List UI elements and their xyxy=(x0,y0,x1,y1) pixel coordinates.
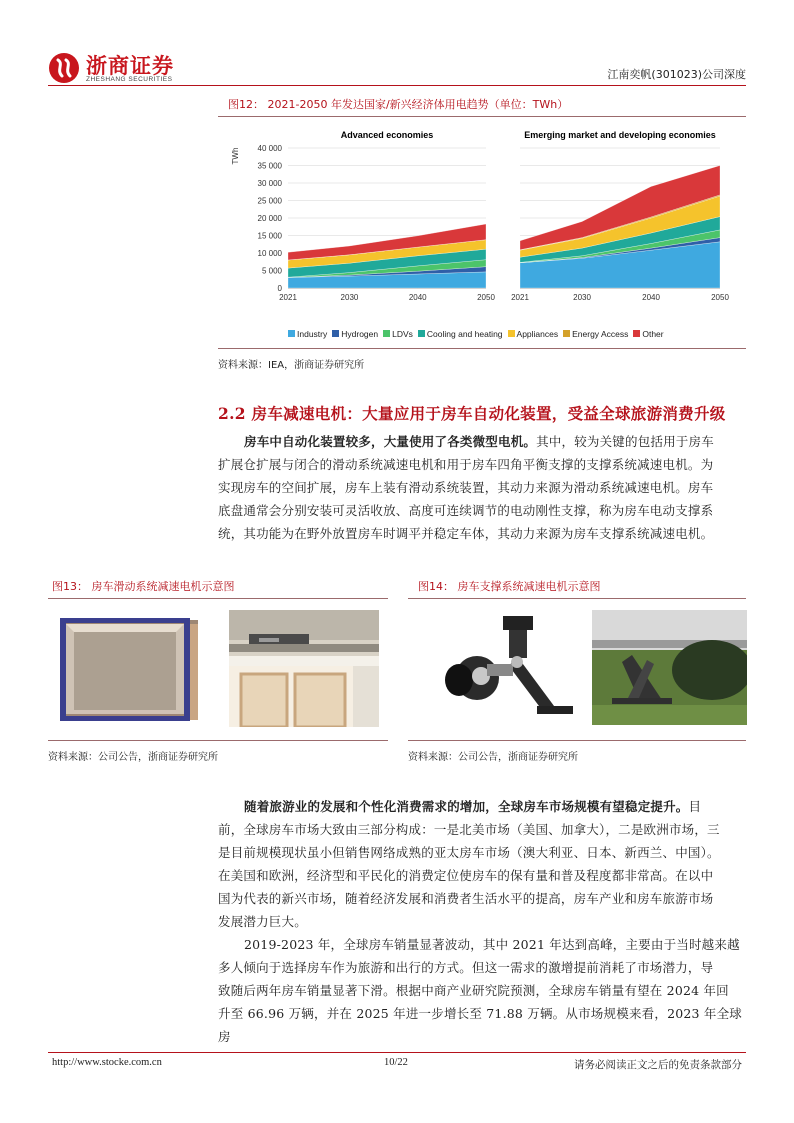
rv-field-illustration xyxy=(592,610,747,725)
legend-swatch xyxy=(288,330,295,337)
legend-label: Other xyxy=(642,328,664,339)
support-motor-photo xyxy=(417,610,577,725)
legend-swatch xyxy=(508,330,515,337)
logo-subtext: ZHESHANG SECURITIES xyxy=(86,76,173,83)
para3-line: 升至 66.96 万辆，并在 2025 年进一步增长至 71.88 万辆。从市场规模来看，2023 年全球房 xyxy=(218,1006,742,1044)
para1-line: 扩展仓扩展与闭合的滑动系统减速电机和用于房车四角平衡支撑的支撑系统减速电机。为 xyxy=(218,457,714,472)
legend-item xyxy=(383,329,413,339)
legend-swatch xyxy=(383,330,390,337)
legend-item xyxy=(633,329,663,339)
market-paragraph xyxy=(218,795,742,933)
support-jack-illustration xyxy=(417,610,577,725)
y-tick-label: 0 xyxy=(277,284,282,293)
y-tick-label: 20 000 xyxy=(257,214,282,223)
page-number: 10/22 xyxy=(384,1057,408,1068)
legend-item xyxy=(288,329,327,339)
x-tick-label: 2040 xyxy=(408,293,427,302)
report-tag: 江南奕帆(301023)公司深度 xyxy=(607,68,746,81)
y-tick-label: 40 000 xyxy=(257,144,282,153)
legend-label: Industry xyxy=(297,328,328,339)
y-tick-label: 25 000 xyxy=(257,196,282,206)
figure14-source: 资料来源：公司公告，浙商证券研究所 xyxy=(408,752,578,763)
legend-label: Energy Access xyxy=(572,328,629,339)
legend-label: Hydrogen xyxy=(341,328,379,339)
y-tick-label: 5 000 xyxy=(261,266,282,276)
figure14-title: 图14： 房车支撑系统减速电机示意图 xyxy=(418,580,601,593)
legend-label: LDVs xyxy=(392,328,413,339)
figure13-top-rule xyxy=(48,598,388,599)
para2-bold: 随着旅游业的发展和个性化消费需求的增加，全球房车市场规模有望稳定提升。 xyxy=(244,799,689,814)
figure14-bottom-rule xyxy=(408,740,746,741)
electricity-chart xyxy=(218,120,746,350)
legend-item xyxy=(418,329,503,339)
chart-legend xyxy=(288,322,748,341)
footer-rule xyxy=(48,1052,746,1053)
para1-bold: 房车中自动化装置较多，大量使用了各类微型电机。 xyxy=(244,434,537,449)
x-tick-label: 2050 xyxy=(711,293,729,302)
logo-text: 浙商证券 xyxy=(86,54,174,78)
header-rule xyxy=(48,85,746,86)
y-tick-label: 10 000 xyxy=(257,249,282,258)
para2-tail: 目 xyxy=(688,799,702,814)
para2-line: 前，全球房车市场大致由三部分构成：一是北美市场（美国、加拿大），二是欧洲市场，三 xyxy=(218,822,720,837)
panel-title: Advanced economies xyxy=(340,130,434,140)
legend-label: Cooling and heating xyxy=(426,328,503,339)
x-tick-label: 2050 xyxy=(477,293,495,302)
logo-icon xyxy=(48,52,80,84)
figure14-top-rule xyxy=(408,598,746,599)
figure13-source: 资料来源：公司公告，浙商证券研究所 xyxy=(48,752,218,763)
x-tick-label: 2021 xyxy=(279,293,297,302)
x-tick-label: 2021 xyxy=(511,293,529,302)
y-tick-label: 35 000 xyxy=(257,161,282,171)
x-tick-label: 2040 xyxy=(642,293,660,302)
y-tick-label: 15 000 xyxy=(257,231,282,241)
legend-label: Appliances xyxy=(516,328,559,339)
para3-line: 致随后两年房车销量显著下滑。根据中商产业研究院预测，全球房车销量有望在 2024 年回 xyxy=(218,983,729,998)
para1-line: 实现房车的空间扩展，房车上装有滑动系统装置，其动力来源为滑动系统减速电机。房车 xyxy=(218,480,714,495)
para2-line: 在美国和欧洲，经济型和平民化的消费定位使房车的保有量和普及程度都非常高。在以中 xyxy=(218,868,714,883)
para3-line: 多人倾向于选择房车作为旅游和出行的方式。但这一需求的激增提前消耗了市场潜力，导 xyxy=(218,960,714,975)
slide-frame-illustration xyxy=(52,610,206,725)
para2-line: 是目前规模现状虽小但销售网络成熟的亚太房车市场（澳大利亚、日本、新西兰、中国）。 xyxy=(218,845,720,860)
x-tick-label: 2030 xyxy=(573,293,591,302)
legend-swatch xyxy=(563,330,570,337)
logo xyxy=(48,50,208,90)
para2-line: 国为代表的新兴市场，随着经济发展和消费者生活水平的提高，房车产业和房车旅游市场 xyxy=(218,891,714,906)
slide-out-frame-image xyxy=(52,610,206,725)
figure13-title: 图13： 房车滑动系统减速电机示意图 xyxy=(52,580,235,593)
figure12-bottom-rule xyxy=(218,348,746,349)
section-paragraph xyxy=(218,430,742,545)
legend-item xyxy=(563,329,628,339)
figure12-top-rule xyxy=(218,116,746,117)
para1-line: 其中，较为关键的包括用于房车 xyxy=(536,434,714,449)
legend-item xyxy=(332,329,378,339)
legend-swatch xyxy=(418,330,425,337)
panel-title: Emerging market and developing economies xyxy=(524,130,716,140)
footer-url[interactable]: http://www.stocke.com.cn xyxy=(52,1057,162,1068)
footer-disclaimer: 请务必阅读正文之后的免责条款部分 xyxy=(574,1059,742,1071)
x-tick-label: 2030 xyxy=(340,293,359,302)
legend-swatch xyxy=(633,330,640,337)
rv-interior-illustration xyxy=(229,610,379,727)
support-field-photo xyxy=(592,610,747,725)
figure12-source: 资料来源：IEA，浙商证券研究所 xyxy=(218,360,365,371)
y-unit-label: TWh xyxy=(231,147,240,165)
figure13-bottom-rule xyxy=(48,740,388,741)
figure12-title: 图12： 2021-2050 年发达国家/新兴经济体用电趋势（单位：TWh） xyxy=(228,98,569,111)
slide-motor-photo xyxy=(229,610,379,727)
para1-line: 统，其功能为在野外放置房车时调平并稳定车体，其动力来源为房车支撑系统减速电机。 xyxy=(218,526,714,541)
para1-line: 底盘通常会分别安装可灵活收放、高度可连续调节的电动刚性支撑，称为房车电动支撑系 xyxy=(218,503,714,518)
para2-line: 发展潜力巨大。 xyxy=(218,914,307,929)
section-heading: 2.2 房车减速电机：大量应用于房车自动化装置，受益全球旅游消费升级 xyxy=(218,404,726,423)
legend-item xyxy=(508,329,559,339)
sales-paragraph xyxy=(218,933,742,1048)
legend-swatch xyxy=(332,330,339,337)
para3-line: 2019-2023 年，全球房车销量显著波动，其中 2021 年达到高峰，主要由于当时越来越 xyxy=(244,937,740,952)
y-tick-label: 30 000 xyxy=(257,179,282,188)
